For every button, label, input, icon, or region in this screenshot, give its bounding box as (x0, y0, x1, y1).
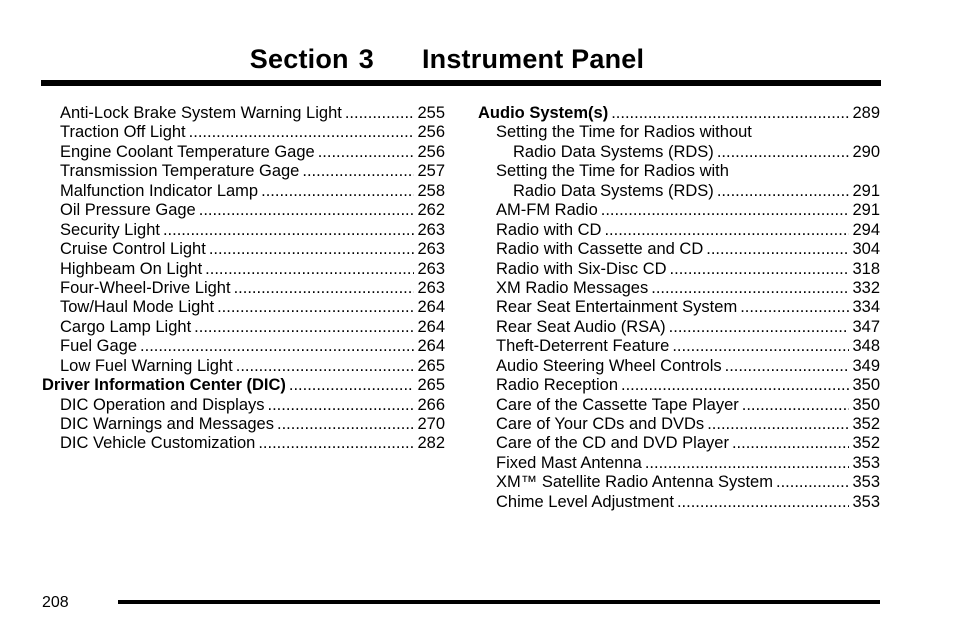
toc-entry[interactable] (478, 182, 880, 201)
toc-entry-page: 265 (417, 356, 445, 375)
toc-entry[interactable] (42, 357, 445, 376)
toc-entry[interactable] (478, 473, 880, 492)
toc-entry-page: 291 (852, 201, 880, 220)
toc-entry-page: 294 (852, 220, 880, 239)
toc-entry-page: 347 (852, 317, 880, 336)
dot-leader (707, 415, 849, 434)
toc-entry-label: Audio System(s) (478, 104, 609, 122)
toc-entry[interactable] (42, 337, 445, 356)
dot-leader (717, 182, 850, 201)
dot-leader (651, 279, 849, 298)
dot-leader (776, 473, 849, 492)
toc-entry[interactable] (478, 357, 880, 376)
toc-entry-label: Low Fuel Warning Light (60, 356, 233, 375)
toc-entry-label: Radio with Cassette and CD (496, 240, 704, 259)
toc-entry-page: 263 (417, 278, 445, 297)
dot-leader (163, 221, 415, 240)
toc-entry-label: XM™ Satellite Radio Antenna System (496, 473, 773, 492)
toc-entry-page: 350 (852, 376, 880, 395)
toc-entry-page: 264 (417, 317, 445, 336)
toc-entry-label: Cargo Lamp Light (60, 317, 192, 336)
toc-entry[interactable] (42, 221, 445, 240)
section-name: Instrument Panel (421, 44, 645, 74)
toc-entry-label: Rear Seat Audio (RSA) (496, 317, 666, 336)
toc-entry-page: 318 (852, 259, 880, 278)
dot-leader (717, 143, 850, 162)
dot-leader (209, 240, 415, 259)
section-title (0, 42, 894, 76)
toc-entry-page: 266 (417, 395, 445, 414)
toc-entry-page: 349 (852, 356, 880, 375)
toc-entry[interactable] (42, 260, 445, 279)
toc-entry-page: 257 (417, 162, 445, 181)
toc-entry[interactable] (42, 162, 445, 181)
toc-entry-label: Radio Data Systems (RDS) (513, 142, 714, 161)
toc-entry-page: 265 (417, 376, 445, 395)
toc-entry[interactable] (478, 454, 880, 473)
toc-entry-label: Fuel Gage (60, 337, 138, 356)
dot-leader (740, 298, 849, 317)
toc-entry-page: 334 (852, 298, 880, 317)
toc-entry-label: Theft-Deterrent Feature (496, 337, 670, 356)
toc-entry[interactable] (478, 162, 880, 181)
toc-entry-label: Radio Reception (496, 376, 618, 395)
toc-entry-label: Setting the Time for Radios without (496, 123, 752, 142)
toc-entry-label: Transmission Temperature Gage (60, 162, 300, 181)
toc-heading[interactable] (478, 104, 880, 123)
dot-leader (199, 201, 415, 220)
dot-leader (217, 298, 414, 317)
dot-leader (189, 123, 415, 142)
dot-leader (604, 221, 849, 240)
toc-entry[interactable] (42, 123, 445, 142)
toc-entry-label: Setting the Time for Radios with (496, 162, 729, 181)
toc-entry-label: Highbeam On Light (60, 259, 203, 278)
toc-left-column (42, 104, 445, 454)
toc-entry-page: 348 (852, 337, 880, 356)
header-rule (41, 80, 881, 86)
dot-leader (645, 454, 850, 473)
toc-entry-label: Anti-Lock Brake System Warning Light (60, 104, 342, 122)
toc-entry-page: 256 (417, 142, 445, 161)
toc-entry-page: 352 (852, 434, 880, 453)
toc-entry-label: Tow/Haul Mode Light (60, 298, 215, 317)
toc-entry-label: Radio with Six-Disc CD (496, 259, 667, 278)
toc-entry-label: Oil Pressure Gage (60, 201, 196, 220)
toc-entry-page: 282 (417, 434, 445, 453)
dot-leader (268, 396, 415, 415)
dot-leader (194, 318, 414, 337)
toc-entry-page: 304 (852, 240, 880, 259)
toc-entry[interactable] (478, 240, 880, 259)
toc-entry-page: 264 (417, 337, 445, 356)
toc-entry-label: Rear Seat Entertainment System (496, 298, 738, 317)
dot-leader (742, 396, 850, 415)
toc-entry-page: 255 (417, 104, 445, 122)
toc-entry[interactable] (42, 396, 445, 415)
toc-entry-page: 353 (852, 473, 880, 492)
toc-entry[interactable] (42, 182, 445, 201)
toc-entry-label: AM-FM Radio (496, 201, 598, 220)
toc-entry[interactable] (42, 298, 445, 317)
dot-leader (277, 415, 414, 434)
toc-entry-label: Fixed Mast Antenna (496, 453, 642, 472)
dot-leader (621, 376, 849, 395)
dot-leader (258, 434, 414, 453)
dot-leader (234, 279, 415, 298)
toc-entry-page: 263 (417, 240, 445, 259)
toc-entry[interactable] (478, 221, 880, 240)
toc-entry-label: Audio Steering Wheel Controls (496, 356, 722, 375)
dot-leader (670, 260, 850, 279)
toc-entry-page: 291 (852, 181, 880, 200)
toc-entry[interactable] (42, 434, 445, 453)
dot-leader (706, 240, 849, 259)
toc-entry-label: DIC Vehicle Customization (60, 434, 256, 453)
toc-entry-page: 353 (852, 453, 880, 472)
toc-entry-label: Driver Information Center (DIC) (42, 376, 286, 395)
toc-entry-page: 262 (417, 201, 445, 220)
toc-entry[interactable] (478, 143, 880, 162)
toc-entry-label: Malfunction Indicator Lamp (60, 181, 259, 200)
dot-leader (345, 104, 415, 123)
dot-leader (611, 104, 849, 123)
toc-entry-label: Care of the Cassette Tape Player (496, 395, 739, 414)
toc-entry[interactable] (478, 434, 880, 453)
dot-leader (289, 376, 415, 395)
toc-entry[interactable] (42, 143, 445, 162)
page-number: 208 (42, 594, 69, 611)
section-word: Section (249, 44, 349, 74)
toc-entry-label: Engine Coolant Temperature Gage (60, 142, 315, 161)
toc-entry-label: Security Light (60, 220, 160, 239)
toc-entry-page: 350 (852, 395, 880, 414)
toc-entry-page: 289 (852, 104, 880, 122)
dot-leader (669, 318, 850, 337)
toc-entry-page: 332 (852, 278, 880, 297)
toc-entry-label: Traction Off Light (60, 123, 186, 142)
dot-leader (725, 357, 850, 376)
toc-entry-label: Radio with CD (496, 220, 602, 239)
toc-right-column (478, 104, 880, 512)
toc-entry-label: DIC Operation and Displays (60, 395, 265, 414)
dot-leader (236, 357, 415, 376)
dot-leader (672, 337, 849, 356)
toc-entry-page: 270 (417, 415, 445, 433)
toc-entry-label: Care of Your CDs and DVDs (496, 415, 705, 433)
dot-leader (205, 260, 414, 279)
toc-entry[interactable] (42, 318, 445, 337)
toc-entry[interactable] (42, 104, 445, 123)
toc-entry-page: 258 (417, 181, 445, 200)
toc-entry-label: XM Radio Messages (496, 278, 649, 297)
toc-heading[interactable] (42, 376, 445, 395)
toc-entry[interactable] (478, 396, 880, 415)
toc-entry-label: Radio Data Systems (RDS) (513, 181, 714, 200)
dot-leader (318, 143, 415, 162)
toc-entry-label: DIC Warnings and Messages (60, 415, 274, 433)
dot-leader (677, 493, 850, 512)
toc-entry[interactable] (42, 415, 445, 434)
toc-entry-label: Care of the CD and DVD Player (496, 434, 729, 453)
toc-entry[interactable] (42, 240, 445, 259)
toc-entry[interactable] (478, 123, 880, 142)
toc-entry[interactable] (478, 298, 880, 317)
toc-entry-label: Chime Level Adjustment (496, 492, 674, 511)
toc-entry[interactable] (478, 279, 880, 298)
toc-entry[interactable] (42, 201, 445, 220)
toc-entry[interactable] (478, 260, 880, 279)
toc-entry-page: 353 (852, 492, 880, 511)
dot-leader (261, 182, 414, 201)
toc-entry-page: 352 (852, 415, 880, 433)
dot-leader (302, 162, 414, 181)
toc-entry-page: 256 (417, 123, 445, 142)
toc-entry-label: Cruise Control Light (60, 240, 206, 259)
toc-entry[interactable] (478, 337, 880, 356)
footer-rule (118, 600, 880, 604)
toc-entry-page: 290 (852, 142, 880, 161)
section-number: 3 (358, 44, 374, 74)
toc-entry-page: 263 (417, 220, 445, 239)
toc-entry[interactable] (42, 279, 445, 298)
toc-entry-page: 264 (417, 298, 445, 317)
toc-entry[interactable] (478, 493, 880, 512)
dot-leader (732, 434, 850, 453)
toc-entry[interactable] (478, 318, 880, 337)
dot-leader (601, 201, 850, 220)
toc-entry[interactable] (478, 201, 880, 220)
toc-entry[interactable] (478, 376, 880, 395)
toc-entry-page: 263 (417, 259, 445, 278)
dot-leader (140, 337, 414, 356)
toc-entry-label: Four-Wheel-Drive Light (60, 278, 231, 297)
toc-entry[interactable] (478, 415, 880, 434)
